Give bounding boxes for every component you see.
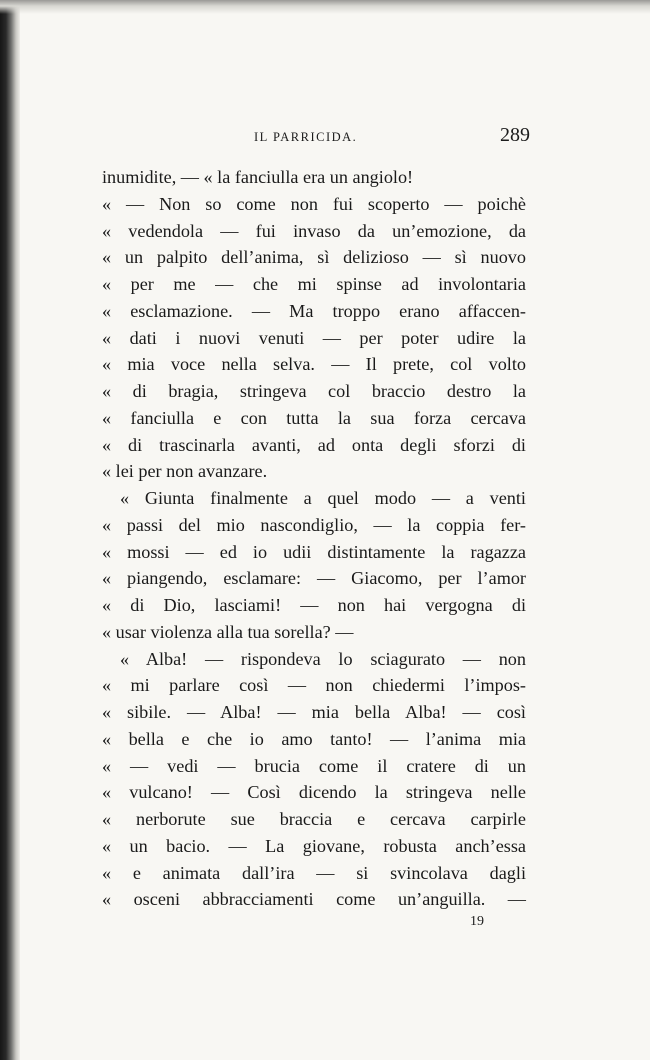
- text-line: « dati i nuovi venuti — per poter udire la: [102, 327, 526, 348]
- text-line: « nerborute sue braccia e cercava carpirle: [102, 809, 526, 829]
- text-line: « un bacio. — La giovane, robusta anch’essa: [102, 835, 526, 856]
- text-line: « Alba! — rispondeva lo sciagurato — non: [120, 648, 526, 669]
- text-line: « mi parlare così — non chiedermi l’impos-: [102, 675, 526, 696]
- text-line: « sibile. — Alba! — mia bella Alba! — così: [102, 702, 526, 722]
- text-line: « — Non so come non fui scoperto — poichè: [102, 193, 526, 214]
- running-title: IL PARRICIDA.: [254, 130, 358, 144]
- text-line: « fanciulla e con tutta la sua forza cercava: [102, 407, 526, 428]
- page-number: 289: [500, 124, 530, 146]
- text-line: « esclamazione. — Ma troppo erano affaccen-: [102, 300, 526, 321]
- text-line: « bella e che io amo tanto! — l’anima mia: [102, 728, 526, 749]
- text-line: « di bragia, stringeva col braccio destro la: [102, 381, 526, 401]
- text-line: « mossi — ed io udii distintamente la ragazza: [102, 541, 526, 562]
- text-line: « mia voce nella selva. — Il prete, col volto: [102, 354, 526, 375]
- text-line: « piangendo, esclamare: — Giacomo, per l’amor: [102, 568, 526, 589]
- text-line: « per me — che mi spinse ad involontaria: [102, 274, 526, 294]
- signature-mark: 19: [470, 914, 484, 929]
- body-text: [102, 164, 526, 913]
- text-line: « vedendola — fui invaso da un’emozione, da: [102, 220, 526, 241]
- text-line: « passi del mio nascondiglio, — la coppia fer-: [102, 514, 526, 535]
- text-line: « e animata dall’ira — si svincolava dagli: [102, 862, 526, 883]
- text-line: « lei per non avanzare.: [102, 461, 268, 482]
- text-line: « — vedi — brucia come il cratere di un: [102, 755, 526, 776]
- text-line: « di Dio, lasciami! — non hai vergogna di: [102, 595, 526, 615]
- page-header: [100, 124, 530, 150]
- text-line: « usar violenza alla tua sorella? —: [102, 621, 354, 642]
- text-line: « Giunta finalmente a quel modo — a venti: [120, 488, 526, 508]
- text-line: « osceni abbracciamenti come un’anguilla. —: [102, 889, 526, 910]
- page-top-edge: [0, 0, 650, 14]
- book-spine-shadow: [0, 0, 20, 1060]
- text-line: inumidite, — « la fanciulla era un angiolo!: [102, 167, 414, 187]
- text-line: « vulcano! — Così dicendo la stringeva nelle: [102, 782, 526, 803]
- text-line: « un palpito dell’anima, sì delizioso — sì nuovo: [102, 247, 526, 268]
- text-line: « di trascinarla avanti, ad onta degli sforzi di: [102, 434, 526, 455]
